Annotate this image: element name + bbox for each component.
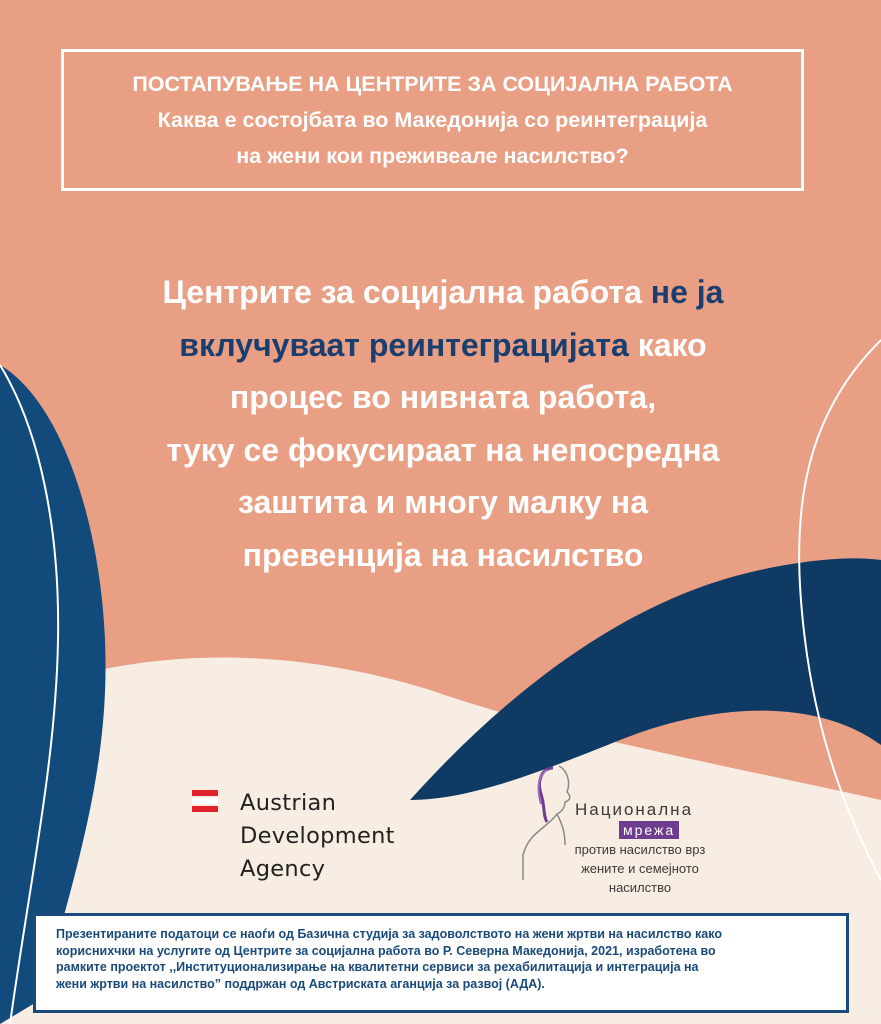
title-box (61, 49, 804, 191)
statement-line-6: превенција на насилство (242, 536, 644, 573)
source-note (33, 913, 849, 1013)
source-line-1: Презентираните податоци се наоѓи од Базична студија за задоволството на жени жртви на насилство како (56, 927, 722, 941)
title-line-3: на жени кои преживеале насилство? (236, 144, 629, 168)
statement-line-1 (60, 266, 826, 319)
ada-line-2: Development (240, 823, 395, 849)
statement-highlight: не ја (650, 274, 724, 310)
network-sub-3: насилство (608, 880, 672, 895)
austrian-flag-icon (192, 790, 218, 812)
network-sub-1: против насилство врз (574, 842, 706, 857)
statement-line-5: заштита и многу малку на (238, 484, 648, 520)
ada-line-1: Austrian (240, 790, 337, 816)
network-subtitle (565, 840, 715, 897)
statement-highlight: вклучуваат реинтеграцијата (179, 326, 629, 363)
title-line-2: Каква е состојбата во Македонија со реинтеграција (157, 108, 708, 132)
austrian-development-agency-logo (190, 785, 430, 885)
ada-logo-text (240, 787, 395, 886)
title-line-1: ПОСТАПУВАЊЕ НА ЦЕНТРИТЕ ЗА СОЦИЈАЛНА РАБОТА (132, 72, 733, 96)
source-line-4: жени жртви на насилство” поддржан од Австриската аганција за развој (АДА). (56, 976, 545, 991)
network-title: Национална (575, 800, 694, 819)
network-badge: мрежа (619, 821, 679, 839)
source-line-3: рамките проектот ,,Институционализирање на квалитетни сервиси за рехабилитација и интеграција на (56, 960, 699, 974)
network-sub-2: жените и семејното (581, 861, 699, 876)
statement-text: како (628, 326, 707, 363)
ada-line-3: Agency (240, 856, 326, 882)
national-network-logo (515, 760, 730, 900)
statement-line-3: процес во нивната работа, (229, 379, 657, 415)
statement-line-2 (60, 319, 826, 372)
statement-line-4: туку се фокусираат на непосредна (166, 431, 720, 468)
main-statement (60, 266, 826, 581)
statement-text: Центрите за социјална работа (162, 274, 651, 310)
source-line-2: корисниxчки на услугите од Центрите за социјална работа во Р. Северна Македонија, 2021, изработена во (56, 943, 716, 958)
